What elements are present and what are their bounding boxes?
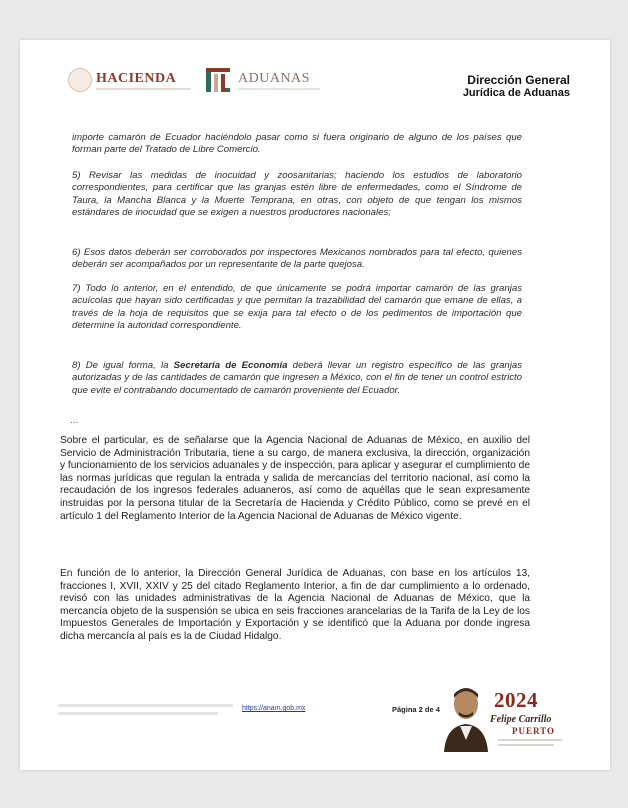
quote-item-5: 5) Revisar las medidas de inocuidad y zoosanitarias; haciendo los estudios de laboratorio correspondientes, para certificar que las granjas estén libre de enfermedades, como el Síndrome de Taura, la Mancha Blanca y la Muerte Temprana, en otras, con objeto de que tengan los mismos estándares de inocuidad que se exigen a nuestros productores nacionales; (72, 170, 522, 219)
quote-item-7: 7) Todo lo anterior, en el entendido, de que únicamente se podrá importar camarón de las granjas acuícolas que hayan sido certificadas y que permitan la trazabilidad del camarón que emane de ellas, a través de la hoja de requisitos que se exija para tal efecto o de los pedimentos de importación que determine la autoridad correspondiente. (72, 283, 522, 332)
aduanas-logo-text: ADUANAS (238, 71, 310, 86)
footer-address-line (58, 712, 218, 715)
quote-item-6: 6) Esos datos deberán ser corroborados por inspectores Mexicanos nombrados para tal efecto, quienes deberán ser acompañados por un representante de la parte quejosa. (72, 247, 522, 271)
body-paragraph-2: En función de lo anterior, la Dirección General Jurídica de Aduanas, con base en los artículos 13, fracciones I, XVII, XXIV y 25 del citado Reglamento Interior, a fin de dar cumplimiento a lo ordenado, revisó con las unidades administrativas de la Agencia Nacional de Aduanas de México, que la mercancía objeto de la suspensión se ubica en seis fracciones arancelarias de la Tarifa de la Ley de los Impuestos Generales de Importación y Exportación y se identificó que la Aduana por donde ingresa dicha mercancía al país es la de Ciudad Hidalgo. (60, 568, 530, 642)
hacienda-logo-text: HACIENDA (96, 71, 177, 86)
quote-continuation: importe camarón de Ecuador haciéndolo pasar como si fuera originario de alguno de los países que forman parte del Tratado de Libre Comercio. (72, 132, 522, 156)
document-page (20, 40, 610, 770)
hacienda-logo-subtitle (96, 88, 191, 90)
portrait-image (442, 682, 490, 752)
year-badge: 2024 (494, 688, 538, 712)
commemorative-surname: PUERTO (512, 726, 556, 736)
hacienda-logo (68, 68, 198, 98)
quote-item-8-start: 8) De igual forma, la (72, 360, 174, 371)
aduanas-logo-subtitle (238, 88, 320, 90)
quote-item-8-end: deberá llevar un registro específico de las granjas autorizadas y de las cantidades de camarón que ingresen a México, con el fin de tener un control estricto que evite el contrabando documentado de camarón proveniente del Ecuador. (72, 360, 522, 396)
quote-item-8 (72, 360, 522, 397)
commemorative-caption-line (498, 744, 554, 746)
header-title-line2: Jurídica de Aduanas (462, 87, 570, 99)
page-number: Página 2 de 4 (392, 705, 440, 714)
header-title (463, 73, 570, 100)
footer-address-line (58, 704, 233, 707)
commemorative-caption-line (498, 739, 562, 741)
aduanas-logo (206, 68, 326, 98)
header-title-line1: Dirección General (467, 73, 570, 87)
quote-item-8-bold: Secretaría de Economía (173, 360, 288, 371)
commemorative-name: Felipe Carrillo (490, 714, 552, 725)
seal-icon (68, 68, 92, 92)
aduanas-mark-icon (206, 68, 230, 92)
quote-ellipsis: ... (70, 415, 79, 426)
footer-website-link[interactable]: https://anam.gob.mx (242, 705, 306, 712)
body-paragraph-1: Sobre el particular, es de señalarse que la Agencia Nacional de Aduanas de México, en auxilio del Servicio de Administración Tributaria, tiene a su cargo, de manera exclusiva, la dirección, organización y funcionamiento de los servicios aduanales y de inspección, para aplicar y asegurar el cumplimiento de las normas jurídicas que regulan la entrada y salida de mercancías del territorio nacional, así como la recaudación de los ingresos federales aduaneros, así como de aquéllas que le sean expresamente instruidas por la persona titular de la Secretaría de Hacienda y Crédito Público, como se prevé en el artículo 1 del Reglamento Interior de la Agencia Nacional de Aduanas de México vigente. (60, 435, 531, 522)
